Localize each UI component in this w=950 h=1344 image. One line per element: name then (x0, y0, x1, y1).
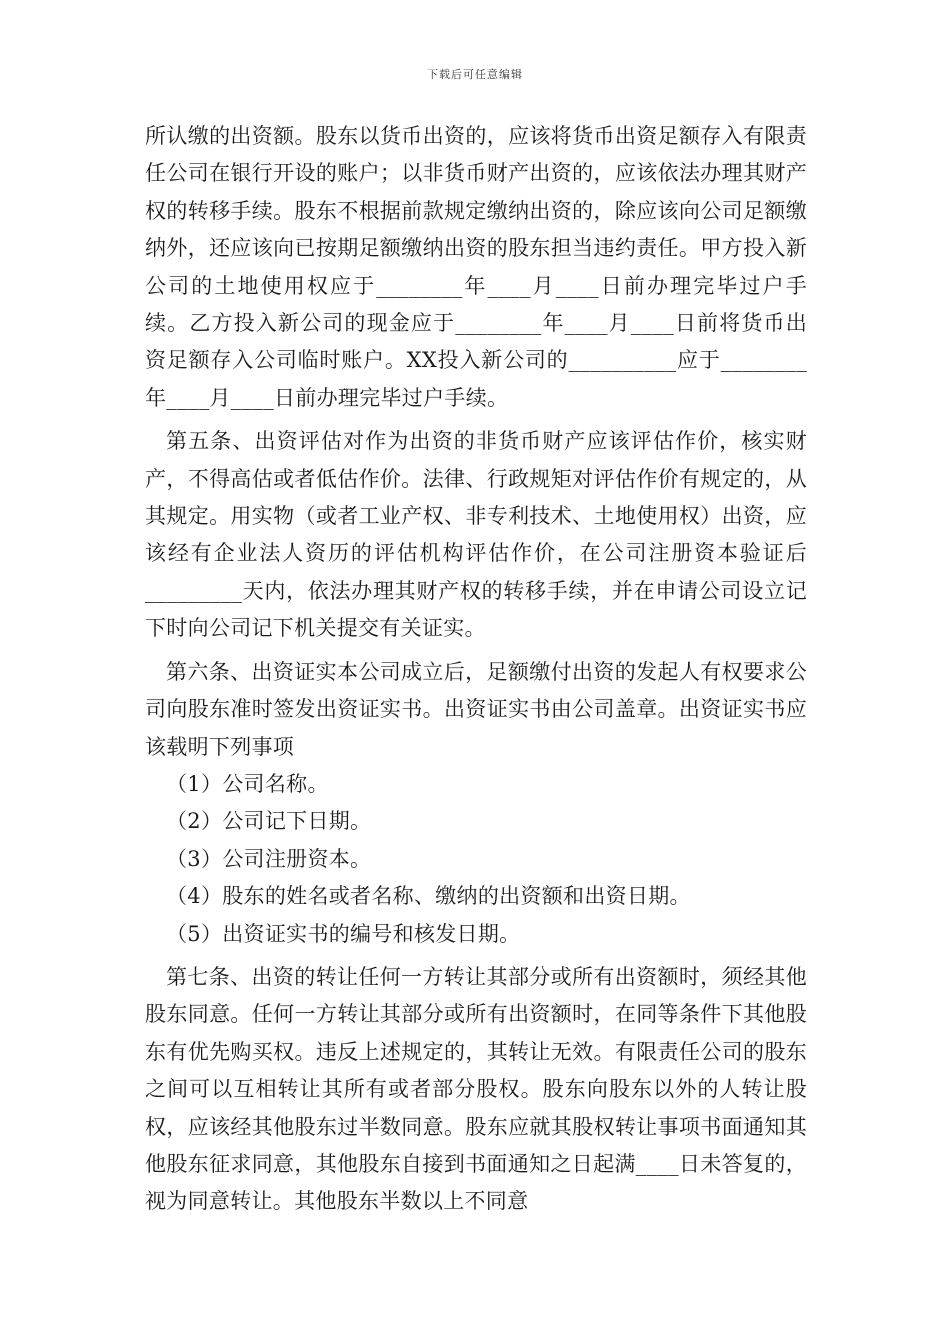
page-header: 下载后可任意编辑 (427, 68, 523, 81)
document-body (145, 118, 807, 1221)
paragraph-article-5: 第五条、出资评估对作为出资的非货币财产应该评估作价，核实财产，不得高估或者低估作价。法律、行政规矩对评估作价有规定的，从其规定。用实物（或者工业产权、非专利技术、土地使用权）出资，应该经有企业法人资历的评估机构评估作价，在公司注册资本验证后_________天内，依法办理其财产权的转移手续，并在申请公司设立记下时向公司记下机关提交有关证实。 (145, 429, 807, 641)
paragraph-contribution: 所认缴的出资额。股东以货币出资的，应该将货币出资足额存入有限责任公司在银行开设的账户；以非货币财产出资的，应该依法办理其财产权的转移手续。股东不根据前款规定缴纳出资的，除应该向公司足额缴纳外，还应该向已按期足额缴纳出资的股东担当违约责任。甲方投入新公司的土地使用权应于________年____月____日前办理完毕过户手续。乙方投入新公司的现金应于________年____月____日前将货币出资足额存入公司临时账户。XX投入新公司的__________应于________年____月____日前办理完毕过户手续。 (145, 124, 807, 410)
list-item-2: （2）公司记下日期。 (166, 809, 372, 834)
list-item-3: （3）公司注册资本。 (166, 846, 372, 871)
paragraph-article-6: 第六条、出资证实本公司成立后，足额缴付出资的发起人有权要求公司向股东准时签发出资证实书。出资证实书由公司盖章。出资证实书应该载明下列事项 (145, 659, 807, 759)
list-item-4: （4）股东的姓名或者名称、缴纳的出资额和出资日期。 (166, 884, 691, 909)
list-item-5: （5）出资证实书的编号和核发日期。 (166, 921, 521, 946)
paragraph-article-7: 第七条、出资的转让任何一方转让其部分或所有出资额时，须经其他股东同意。任何一方转让其部分或所有出资额时，在同等条件下其他股东有优先购买权。违反上述规定的，其转让无效。有限责任公司的股东之间可以互相转让其所有或者部分股权。股东向股东以外的人转让股权，应该经其他股东过半数同意。股东应就其股权转让事项书面通知其他股东征求同意，其他股东自接到书面通知之日起满____日未答复的，视为同意转让。其他股东半数以上不同意 (145, 964, 807, 1214)
list-item-1: （1）公司名称。 (166, 771, 329, 796)
